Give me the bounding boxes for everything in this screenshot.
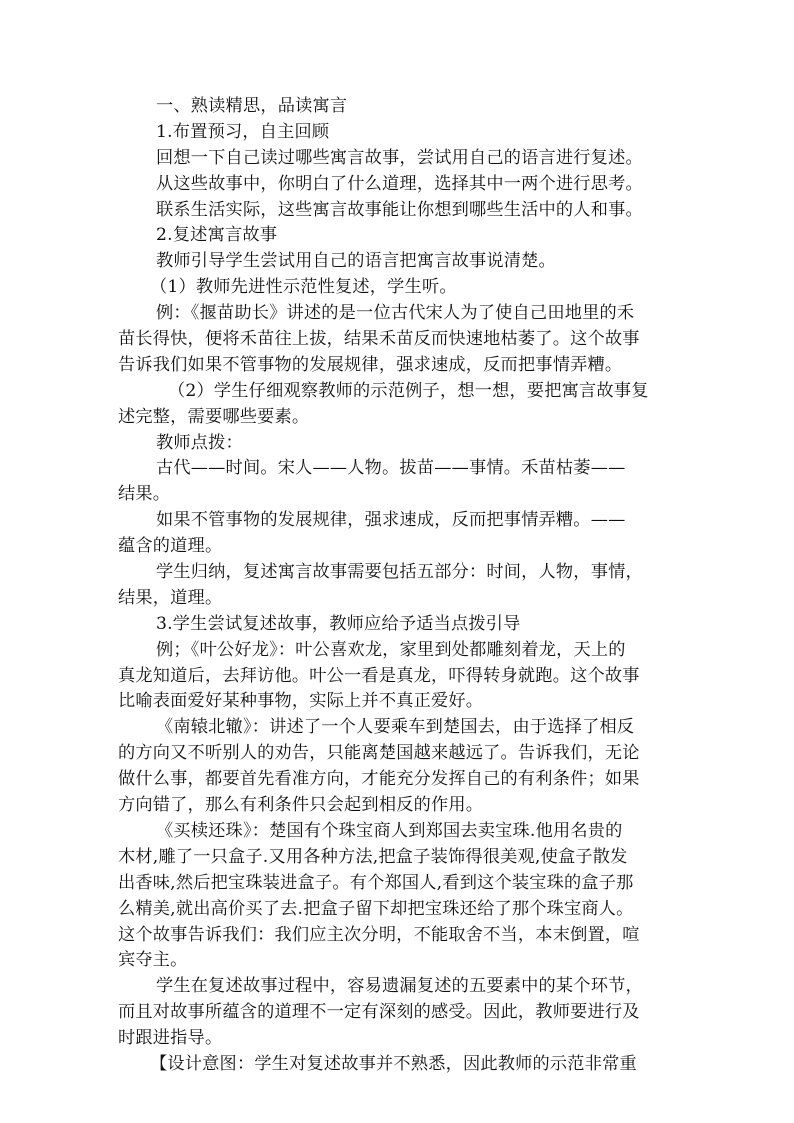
paragraph-line: 苗长得快，便将禾苗往上拔，结果禾苗反而快速地枯萎了。这个故事 <box>118 329 640 350</box>
section-heading: 一、熟读精思，品读寓言 <box>156 96 348 116</box>
paragraph-line: 《买椟还珠》：楚国有个珠宝商人到郑国去卖宝珠.他用名贵的 <box>156 820 623 841</box>
paragraph-line: 么精美,就出高价买了去.把盒子留下却把宝珠还给了那个珠宝商人。 <box>118 898 634 919</box>
paragraph-line: 教师引导学生尝试用自己的语言把寓言故事说清楚。 <box>156 251 556 272</box>
document-body <box>118 94 678 1078</box>
paragraph-line: 联系生活实际，这些寓言故事能让你想到哪些生活中的人和事。 <box>156 199 643 220</box>
paragraph-line: 结果，道理。 <box>118 587 223 608</box>
paragraph-line: 宾夺主。 <box>118 950 188 971</box>
paragraph-line: 结果。 <box>118 484 171 505</box>
paragraph-line: （2）学生仔细观察教师的示范例子，想一想，要把寓言故事复 <box>168 380 649 401</box>
paragraph-line: 比喻表面爱好某种事物，实际上并不真正爱好。 <box>118 691 484 712</box>
paragraph-line: 教师点拨： <box>156 432 243 453</box>
paragraph-line: 真龙知道后，去拜访他。叶公一看是真龙，吓得转身就跑。这个故事 <box>118 665 640 686</box>
paragraph-line: 出香味,然后把宝珠装进盒子。有个郑国人,看到这个装宝珠的盒子那 <box>118 872 634 893</box>
paragraph-line: 例；《叶公好龙》：叶公喜欢龙，家里到处都雕刻着龙，天上的 <box>156 639 626 660</box>
paragraph-line: 《南辕北辙》：讲述了一个人要乘车到楚国去，由于选择了相反 <box>156 717 635 738</box>
subheading-preview: 1.布置预习，自主回顾 <box>156 121 330 142</box>
paragraph-line: 告诉我们如果不管事物的发展规律，强求速成，反而把事情弄糟。 <box>118 354 623 375</box>
paragraph-line: 的方向又不听别人的劝告，只能离楚国越来越远了。告诉我们，无论 <box>118 743 640 764</box>
paragraph-line: 述完整，需要哪些要素。 <box>118 406 310 427</box>
subheading-try-retell: 3.学生尝试复述故事，教师应给予适当点拨引导 <box>156 613 521 634</box>
paragraph-line: 例：《揠苗助长》讲述的是一位古代宋人为了使自己田地里的禾 <box>156 303 635 324</box>
paragraph-line: 做什么事，都要首先看准方向，才能充分发挥自己的有利条件；如果 <box>118 769 640 790</box>
paragraph-line: 时跟进指导。 <box>118 1028 223 1049</box>
paragraph-line: （1）教师先进性示范性复述，学生听。 <box>150 277 457 298</box>
paragraph-line: 方向错了，那么有利条件只会起到相反的作用。 <box>118 795 484 816</box>
paragraph-line: 蕴含的道理。 <box>118 536 223 557</box>
paragraph-line: 木材,雕了一只盒子.又用各种方法,把盒子装饰得很美观,使盒子散发 <box>118 846 628 867</box>
paragraph-line: 学生在复述故事过程中，容易遗漏复述的五要素中的某个环节， <box>156 976 643 997</box>
paragraph-line: 古代——时间。宋人——人物。拔苗——事情。禾苗枯萎—— <box>156 458 626 479</box>
paragraph-line: 这个故事告诉我们：我们应主次分明，不能取舍不当，本末倒置，喧 <box>118 924 640 945</box>
subheading-retell: 2.复述寓言故事 <box>156 225 278 246</box>
design-intent-line: 【设计意图：学生对复述故事并不熟悉，因此教师的示范非常重 <box>150 1053 637 1074</box>
paragraph-line: 如果不管事物的发展规律，强求速成，反而把事情弄糟。—— <box>156 510 626 531</box>
paragraph-line: 回想一下自己读过哪些寓言故事，尝试用自己的语言进行复述。 <box>156 147 643 168</box>
paragraph-line: 学生归纳，复述寓言故事需要包括五部分：时间，人物，事情， <box>156 562 643 583</box>
paragraph-line: 而且对故事所蕴含的道理不一定有深刻的感受。因此，教师要进行及 <box>118 1002 640 1023</box>
paragraph-line: 从这些故事中，你明白了什么道理，选择其中一两个进行思考。 <box>156 173 643 194</box>
